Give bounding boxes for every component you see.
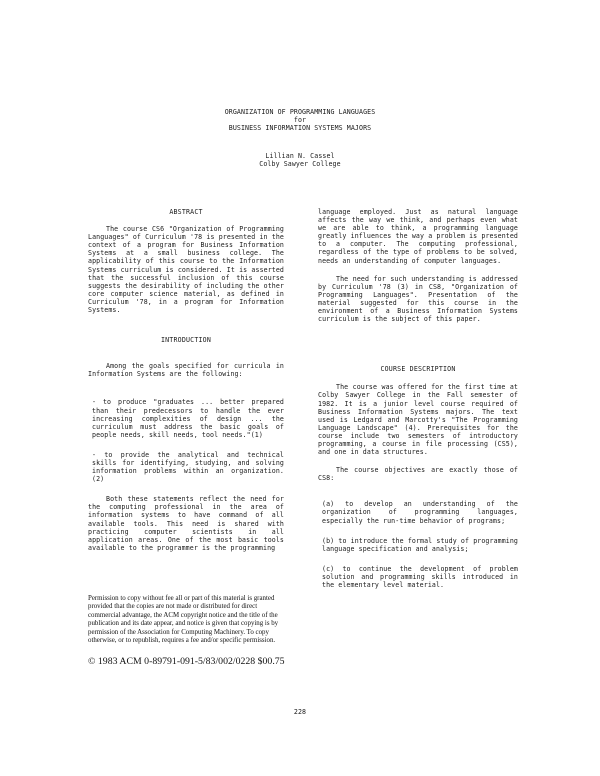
- abstract-heading: ABSTRACT: [169, 208, 203, 216]
- objective-a: (a) to develop an understanding of the organization of programming languages, especially the run-time behavior of programs;: [322, 500, 518, 525]
- paper-title: [150, 108, 450, 132]
- objectives-list: [318, 500, 518, 589]
- permission-notice: Permission to copy without fee all or part of this material is granted provided that the copies are not made or distributed for direct commercial advantage, the ACM copyright notice and the title of the publication and its date appear, and notice is given that copying is by permission of the Association for Computing Machinery. To copy otherwise, or to republish, requires a fee and/or specific permission.: [88, 595, 279, 645]
- objective-b: (b) to introduce the formal study of programming language specification and analysis;: [322, 536, 518, 553]
- title-line-2: for: [293, 116, 307, 125]
- title-line-1: ORGANIZATION OF PROGRAMMING LANGUAGES: [224, 108, 376, 116]
- author-affiliation: Colby Sawyer College: [259, 160, 341, 169]
- body-text: Both these statements reflect the need for the computing professional in the area of information systems to have command of all available tools. This need is shared with practicing computer scientists in all application areas. One of the most basic tools available to the programmer is the programming: [88, 495, 284, 552]
- page-number: 228: [293, 708, 307, 716]
- course-description-text: The course was offered for the first time at Colby Sawyer College in the Fall semester of 1982. It is a junior level course required of Business Information Systems majors. The text used is Ledgard and Marcotty's "The Programming Language Landscape" (4). Prerequisites for the course include two semesters of introductory programming, a course in file processing (CS5), and one in data structures.: [318, 383, 518, 457]
- curriculum-paragraph: The need for such understanding is addressed by Curriculum '78 (3) in CS8, "Organization of Programming Languages". Presentation of the material suggested for this course in the environment of a Business Information Systems curriculum is the subject of this paper.: [318, 274, 518, 324]
- author-block: [200, 152, 400, 168]
- introduction-text: Among the goals specified for curricula in Information Systems are the following:: [88, 362, 284, 379]
- title-line-3: BUSINESS INFORMATION SYSTEMS MAJORS: [228, 124, 372, 133]
- continuation-text: language employed. Just as natural language affects the way we think, and perhaps even what we are able to think, a programming language greatly influences the way a problem is presented to a computer. The computing professional, regardless of the type of problems to be solved, needs an understanding of computer languages.: [318, 208, 518, 265]
- objective-c: (c) to continue the development of problem solution and programming skills introduced in the elementary level material.: [322, 564, 518, 589]
- abstract-text: The course CS6 "Organization of Programming Languages" of Curriculum '78 is presented in the context of a program for Business Information Systems at a small business college. The applicability of this course to the Information Systems curriculum is considered. It is asserted that the successful inclusion of this course suggests the desirability of including the other core computer science material, as defined in Curriculum '78, in a program for Information Systems.: [88, 225, 284, 315]
- right-column: [318, 208, 518, 601]
- left-column: [88, 208, 284, 552]
- goal-quote-1: - to produce "graduates ... better prepared than their predecessors to handle the ever increasing complexities of design ... the curriculum must address the basic goals of people needs, skill needs, tool needs."(1): [92, 398, 284, 439]
- course-description-heading: COURSE DESCRIPTION: [380, 365, 456, 374]
- objectives-intro: The course objectives are exactly those of CS8:: [318, 466, 518, 483]
- goals-list: [88, 398, 284, 483]
- goal-quote-2: - to provide the analytical and technical skills for identifying, studying, and solving information problems within an organization. (2): [92, 450, 284, 484]
- author-name: Lillian N. Cassel: [265, 152, 335, 160]
- copyright-line: © 1983 ACM 0-89791-091-5/83/002/0228 $00.75: [88, 656, 285, 667]
- introduction-heading: INTRODUCTION: [160, 336, 212, 345]
